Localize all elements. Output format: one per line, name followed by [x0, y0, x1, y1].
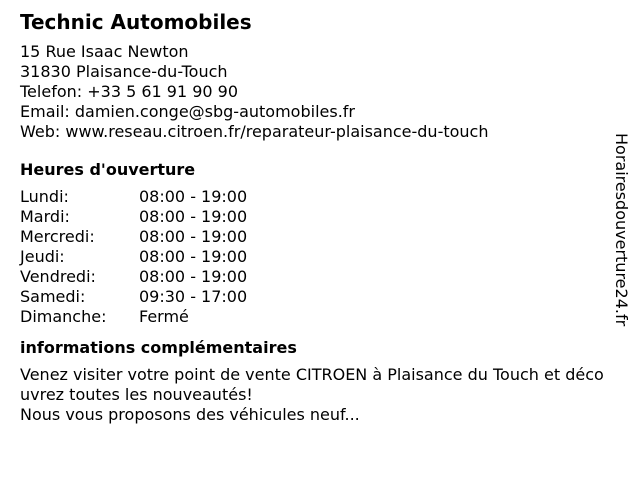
day-hours: 09:30 - 17:00	[139, 287, 248, 306]
day-hours: 08:00 - 19:00	[139, 247, 248, 266]
watermark-text: Horairesdouverture24.fr	[612, 133, 631, 327]
day-hours: 08:00 - 19:00	[139, 227, 248, 246]
day-label: Vendredi:	[20, 267, 96, 286]
day-hours: 08:00 - 19:00	[139, 267, 248, 286]
day-label: Mercredi:	[20, 227, 95, 246]
day-hours: 08:00 - 19:00	[139, 187, 248, 206]
hours-row-friday	[20, 267, 610, 287]
phone-line: Telefon: +33 5 61 91 90 90	[20, 82, 239, 101]
hours-row-tuesday	[20, 207, 610, 227]
additional-info-heading: informations complémentaires	[20, 338, 297, 357]
hours-row-wednesday	[20, 227, 610, 247]
day-hours: Fermé	[139, 307, 189, 326]
additional-info-text: Venez visiter votre point de vente CITROEN à Plaisance du Touch et découvrez toutes les nouveautés!	[20, 365, 604, 404]
hours-row-sunday	[20, 307, 610, 327]
city-address: 31830 Plaisance-du-Touch	[20, 62, 228, 81]
address-block	[20, 42, 610, 142]
street-address: 15 Rue Isaac Newton	[20, 42, 189, 61]
day-hours: 08:00 - 19:00	[139, 207, 248, 226]
day-label: Samedi:	[20, 287, 86, 306]
hours-row-thursday	[20, 247, 610, 267]
web-line: Web: www.reseau.citroen.fr/reparateur-plaisance-du-touch	[20, 122, 489, 141]
additional-info-text-continued: Nous vous proposons des véhicules neuf...	[20, 405, 360, 424]
day-label: Mardi:	[20, 207, 70, 226]
opening-hours-table	[20, 187, 610, 327]
hours-row-saturday	[20, 287, 610, 307]
day-label: Jeudi:	[20, 247, 65, 266]
hours-row-monday	[20, 187, 610, 207]
business-name: Technic Automobiles	[20, 10, 252, 34]
site-watermark	[606, 133, 636, 343]
email-line: Email: damien.conge@sbg-automobiles.fr	[20, 102, 355, 121]
business-card	[20, 8, 610, 425]
opening-hours-heading: Heures d'ouverture	[20, 160, 196, 179]
day-label: Lundi:	[20, 187, 69, 206]
day-label: Dimanche:	[20, 307, 107, 326]
